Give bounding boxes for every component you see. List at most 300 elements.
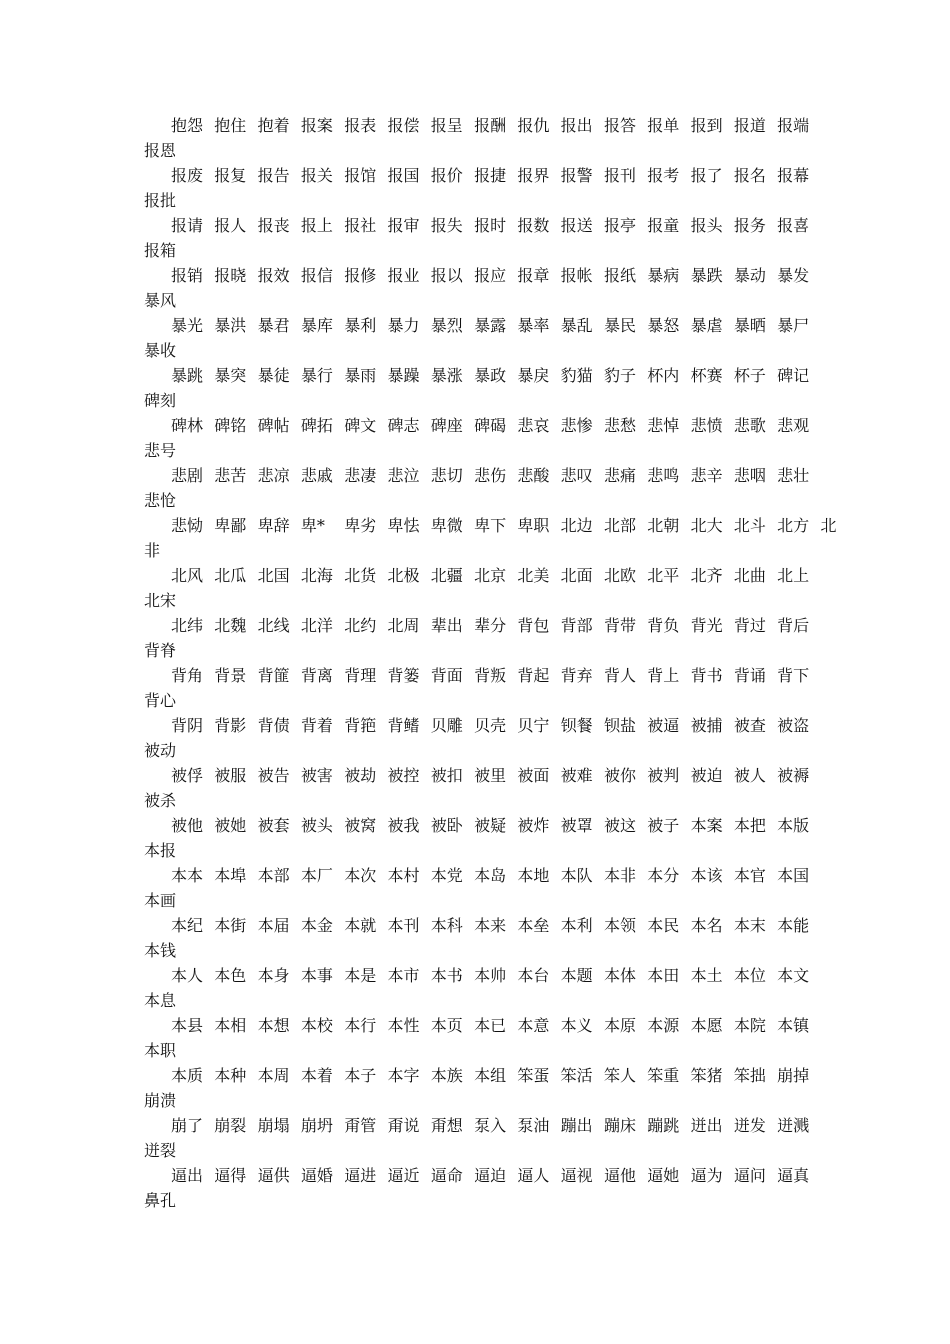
word: 报界 (517, 166, 550, 185)
paragraph-first-line (144, 413, 810, 438)
word: 背弃 (560, 666, 593, 685)
word: 背光 (690, 616, 723, 635)
word: 本金 (300, 916, 333, 935)
word: 本来 (474, 916, 507, 935)
word: 本本 (171, 866, 204, 885)
word: 报名 (733, 166, 766, 185)
paragraph-first-line (144, 913, 810, 938)
word: 北大 (690, 516, 723, 535)
word: 贝壳 (474, 716, 507, 735)
word: 被卧 (430, 816, 463, 835)
word: 暴库 (300, 316, 333, 335)
word: 被疑 (474, 816, 507, 835)
word: 背篚 (257, 666, 290, 685)
word: 悲痛 (603, 466, 636, 485)
word: 悲愁 (603, 416, 636, 435)
word: 报喜 (777, 216, 810, 235)
paragraph-wrap-line (144, 738, 810, 763)
word: 逼近 (387, 1166, 420, 1185)
word: 暴徒 (257, 366, 290, 385)
word: 报数 (517, 216, 550, 235)
word: 逼视 (560, 1166, 593, 1185)
word: 崩掉 (777, 1066, 810, 1085)
word: 报请 (171, 216, 204, 235)
word: 背书 (690, 666, 723, 685)
word: 本种 (214, 1066, 247, 1085)
word: 悲号 (144, 441, 177, 460)
word: 悲凄 (344, 466, 377, 485)
word: 悲剧 (171, 466, 204, 485)
word: 本利 (560, 916, 593, 935)
word: 暴跌 (690, 266, 723, 285)
word: 北齐 (690, 566, 723, 585)
paragraph (144, 913, 810, 963)
word: 北国 (257, 566, 290, 585)
word: 甭想 (430, 1116, 463, 1135)
word: 被捕 (690, 716, 723, 735)
word: 豹猫 (560, 366, 593, 385)
word: 本能 (777, 916, 810, 935)
word: 逼为 (690, 1166, 723, 1185)
word: 北上 (777, 566, 810, 585)
word: 背带 (603, 616, 636, 635)
word: 悲哀 (517, 416, 550, 435)
word: 被动 (144, 741, 177, 760)
word: 北纬 (171, 616, 204, 635)
word: 报修 (344, 266, 377, 285)
word: 暴躁 (387, 366, 420, 385)
word: 碑帖 (257, 416, 290, 435)
word: 本埠 (214, 866, 247, 885)
word: 碑志 (387, 416, 420, 435)
word: 本就 (344, 916, 377, 935)
paragraph-wrap-line (144, 688, 810, 713)
word: 报偿 (387, 116, 420, 135)
word: 被控 (387, 766, 420, 785)
word: 悲切 (430, 466, 463, 485)
paragraph-wrap-line (144, 538, 810, 563)
word: 迸发 (733, 1116, 766, 1135)
paragraph-wrap-line (144, 288, 810, 313)
word: 暴力 (387, 316, 420, 335)
paragraph-wrap-line (144, 588, 810, 613)
word: 本部 (257, 866, 290, 885)
word: 被窝 (344, 816, 377, 835)
word: 北斗 (733, 516, 766, 535)
word: 暴病 (647, 266, 680, 285)
word: 报童 (647, 216, 680, 235)
word: 悲伤 (474, 466, 507, 485)
word: 北 (820, 516, 837, 535)
word: 豹子 (603, 366, 636, 385)
word: 被俘 (171, 766, 204, 785)
word: 本已 (474, 1016, 507, 1035)
word: 背鳍 (387, 716, 420, 735)
word: 报亭 (603, 216, 636, 235)
word: 背心 (144, 691, 177, 710)
word: 辈分 (474, 616, 507, 635)
word: 被面 (517, 766, 550, 785)
word: 本村 (387, 866, 420, 885)
word: 被罩 (560, 816, 593, 835)
word: 悲悼 (647, 416, 680, 435)
word: 逼进 (344, 1166, 377, 1185)
word: 被服 (214, 766, 247, 785)
paragraph-first-line (144, 1163, 810, 1188)
word: 北疆 (430, 566, 463, 585)
paragraph-first-line (144, 1063, 810, 1088)
word: 崩坍 (300, 1116, 333, 1135)
word: 贝雕 (430, 716, 463, 735)
word: 抱怨 (171, 116, 204, 135)
word: 报丧 (257, 216, 290, 235)
word: 逼他 (603, 1166, 636, 1185)
word: 被判 (647, 766, 680, 785)
paragraph-wrap-line (144, 238, 810, 263)
word: 报表 (344, 116, 377, 135)
word: 被逼 (647, 716, 680, 735)
word: 被杀 (144, 791, 177, 810)
word: 暴晒 (733, 316, 766, 335)
word: 暴发 (777, 266, 810, 285)
word: 钡餐 (560, 716, 593, 735)
word: 甭说 (387, 1116, 420, 1135)
word: 报复 (214, 166, 247, 185)
word: 背脊 (144, 641, 177, 660)
word: 本刊 (387, 916, 420, 935)
word: 本镇 (777, 1016, 810, 1035)
word: 逼她 (647, 1166, 680, 1185)
word: 报到 (690, 116, 723, 135)
word: 抱住 (214, 116, 247, 135)
word: 暴政 (474, 366, 507, 385)
word: 本官 (733, 866, 766, 885)
word: 笨猪 (690, 1066, 723, 1085)
paragraph-first-line (144, 613, 810, 638)
word: 本校 (300, 1016, 333, 1035)
word: 杯赛 (690, 366, 723, 385)
word: 悲叹 (560, 466, 593, 485)
word: 报晓 (214, 266, 247, 285)
word: 甭管 (344, 1116, 377, 1135)
word: 被她 (214, 816, 247, 835)
word: 笨人 (603, 1066, 636, 1085)
paragraph-first-line (144, 763, 810, 788)
paragraph (144, 363, 810, 413)
word: 背着 (300, 716, 333, 735)
paragraph (144, 463, 810, 513)
word: 北边 (560, 516, 593, 535)
word: 悲观 (777, 416, 810, 435)
paragraph (144, 213, 810, 263)
word: 本帅 (474, 966, 507, 985)
word: 报恩 (144, 141, 177, 160)
paragraph-first-line (144, 1113, 810, 1138)
word: 本色 (214, 966, 247, 985)
word: 本名 (690, 916, 723, 935)
paragraph-wrap-line (144, 1138, 810, 1163)
word: 暴乱 (560, 316, 593, 335)
paragraph-first-line (144, 813, 810, 838)
word: 报时 (474, 216, 507, 235)
word: 背下 (777, 666, 810, 685)
word: 本字 (387, 1066, 420, 1085)
word: 本地 (517, 866, 550, 885)
word: 逼婚 (300, 1166, 333, 1185)
word: 悲惨 (560, 416, 593, 435)
word: 本想 (257, 1016, 290, 1035)
word: 报案 (300, 116, 333, 135)
word: 报了 (690, 166, 723, 185)
word: 悲恸 (171, 516, 204, 535)
word: 本身 (257, 966, 290, 985)
word: 暴虐 (690, 316, 723, 335)
word: 背理 (344, 666, 377, 685)
word: 本院 (733, 1016, 766, 1035)
word: 被害 (300, 766, 333, 785)
word: 被褥 (777, 766, 810, 785)
word: 暴怒 (647, 316, 680, 335)
word: 暴民 (603, 316, 636, 335)
word: 卑* (300, 516, 325, 535)
paragraph (144, 863, 810, 913)
word: 报章 (517, 266, 550, 285)
word: 被查 (733, 716, 766, 735)
word: 崩了 (171, 1116, 204, 1135)
paragraph (144, 263, 810, 313)
word: 背过 (733, 616, 766, 635)
paragraph-first-line (144, 663, 810, 688)
word: 北部 (603, 516, 636, 535)
word: 本性 (387, 1016, 420, 1035)
word: 本是 (344, 966, 377, 985)
word: 背影 (214, 716, 247, 735)
word: 北宋 (144, 591, 177, 610)
word: 本族 (430, 1066, 463, 1085)
paragraph-first-line (144, 313, 810, 338)
word: 本民 (647, 916, 680, 935)
paragraph (144, 113, 810, 163)
paragraph-first-line (144, 513, 837, 538)
word: 本分 (647, 866, 680, 885)
word: 背上 (647, 666, 680, 685)
word: 报审 (387, 216, 420, 235)
paragraph (144, 1163, 810, 1213)
word: 本位 (733, 966, 766, 985)
word: 本厂 (300, 866, 333, 885)
word: 卑怯 (387, 516, 420, 535)
word: 本意 (517, 1016, 550, 1035)
word: 本垒 (517, 916, 550, 935)
word: 本科 (430, 916, 463, 935)
paragraph-first-line (144, 263, 810, 288)
word: 碑拓 (300, 416, 333, 435)
word: 碑文 (344, 416, 377, 435)
word: 悲壮 (777, 466, 810, 485)
word: 辈出 (430, 616, 463, 635)
word: 悲酸 (517, 466, 550, 485)
word: 被扣 (430, 766, 463, 785)
word: 本行 (344, 1016, 377, 1035)
word: 笨活 (560, 1066, 593, 1085)
word: 暴光 (171, 316, 204, 335)
word: 悲泣 (387, 466, 420, 485)
word: 北欧 (603, 566, 636, 585)
word: 背叛 (474, 666, 507, 685)
word: 本息 (144, 991, 177, 1010)
word: 报信 (300, 266, 333, 285)
word: 悲凉 (257, 466, 290, 485)
word: 暴烈 (430, 316, 463, 335)
word: 本事 (300, 966, 333, 985)
word: 被子 (647, 816, 680, 835)
word: 报上 (300, 216, 333, 235)
word-list (144, 113, 837, 1213)
word: 本相 (214, 1016, 247, 1035)
word: 暴涨 (430, 366, 463, 385)
word: 暴利 (344, 316, 377, 335)
word: 暴突 (214, 366, 247, 385)
word: 北周 (387, 616, 420, 635)
word: 卑辞 (257, 516, 290, 535)
word: 报以 (430, 266, 463, 285)
word: 崩裂 (214, 1116, 247, 1135)
paragraph-first-line (144, 463, 810, 488)
word: 报应 (474, 266, 507, 285)
word: 暴动 (733, 266, 766, 285)
word: 报纸 (603, 266, 636, 285)
word: 被里 (474, 766, 507, 785)
word: 报酬 (474, 116, 507, 135)
word: 笨蛋 (517, 1066, 550, 1085)
word: 杯内 (647, 366, 680, 385)
paragraph-wrap-line (144, 838, 810, 863)
word: 背景 (214, 666, 247, 685)
paragraph-wrap-line (144, 1088, 810, 1113)
paragraph (144, 1013, 810, 1063)
word: 报人 (214, 216, 247, 235)
word: 钡盐 (603, 716, 636, 735)
paragraph-wrap-line (144, 888, 810, 913)
word: 背后 (777, 616, 810, 635)
word: 报出 (560, 116, 593, 135)
word: 本非 (603, 866, 636, 885)
word: 报箱 (144, 241, 177, 260)
word: 北风 (171, 566, 204, 585)
word: 北极 (387, 566, 420, 585)
word: 北方 (777, 516, 810, 535)
word: 泵油 (517, 1116, 550, 1135)
word: 逼真 (777, 1166, 810, 1185)
word: 本末 (733, 916, 766, 935)
word: 暴雨 (344, 366, 377, 385)
word: 报送 (560, 216, 593, 235)
word: 本党 (430, 866, 463, 885)
word: 暴行 (300, 366, 333, 385)
word: 报务 (733, 216, 766, 235)
paragraph (144, 1113, 810, 1163)
word: 非 (144, 541, 161, 560)
paragraph-first-line (144, 1013, 810, 1038)
paragraph (144, 313, 810, 363)
word: 本题 (560, 966, 593, 985)
word: 报端 (777, 116, 810, 135)
word: 逼供 (257, 1166, 290, 1185)
word: 背离 (300, 666, 333, 685)
word: 背部 (560, 616, 593, 635)
word: 本职 (144, 1041, 177, 1060)
word: 本钱 (144, 941, 177, 960)
paragraph-first-line (144, 213, 810, 238)
word: 崩溃 (144, 1091, 177, 1110)
word: 北美 (517, 566, 550, 585)
word: 报呈 (430, 116, 463, 135)
word: 报废 (171, 166, 204, 185)
word: 北京 (474, 566, 507, 585)
word: 本报 (144, 841, 177, 860)
paragraph (144, 413, 810, 463)
word: 迸出 (690, 1116, 723, 1135)
paragraph (144, 813, 810, 863)
word: 北货 (344, 566, 377, 585)
word: 报社 (344, 216, 377, 235)
word: 迸溅 (777, 1116, 810, 1135)
paragraph-wrap-line (144, 488, 810, 513)
word: 暴率 (517, 316, 550, 335)
paragraph (144, 963, 810, 1013)
word: 北魏 (214, 616, 247, 635)
paragraph-wrap-line (144, 438, 810, 463)
word: 贝宁 (517, 716, 550, 735)
word: 背包 (517, 616, 550, 635)
word: 被告 (257, 766, 290, 785)
word: 报业 (387, 266, 420, 285)
word: 报道 (733, 116, 766, 135)
paragraph-first-line (144, 963, 810, 988)
word: 蹦出 (560, 1116, 593, 1135)
word: 背筢 (344, 716, 377, 735)
word: 报头 (690, 216, 723, 235)
word: 报警 (560, 166, 593, 185)
paragraph (144, 1063, 810, 1113)
word: 被这 (603, 816, 636, 835)
paragraph (144, 763, 810, 813)
word: 悲愤 (690, 416, 723, 435)
word: 本案 (690, 816, 723, 835)
paragraph-wrap-line (144, 988, 810, 1013)
paragraph (144, 563, 810, 613)
word: 本书 (430, 966, 463, 985)
word: 逼命 (430, 1166, 463, 1185)
word: 报仇 (517, 116, 550, 135)
word: 本原 (603, 1016, 636, 1035)
word: 本市 (387, 966, 420, 985)
word: 暴戾 (517, 366, 550, 385)
word: 被迫 (690, 766, 723, 785)
word: 背负 (647, 616, 680, 635)
paragraph-first-line (144, 563, 810, 588)
word: 本县 (171, 1016, 204, 1035)
word: 被难 (560, 766, 593, 785)
paragraph-wrap-line (144, 638, 810, 663)
word: 碑座 (430, 416, 463, 435)
word: 笨重 (647, 1066, 680, 1085)
word: 本次 (344, 866, 377, 885)
paragraph-first-line (144, 113, 810, 138)
word: 本体 (603, 966, 636, 985)
word: 暴尸 (777, 316, 810, 335)
word: 本土 (690, 966, 723, 985)
